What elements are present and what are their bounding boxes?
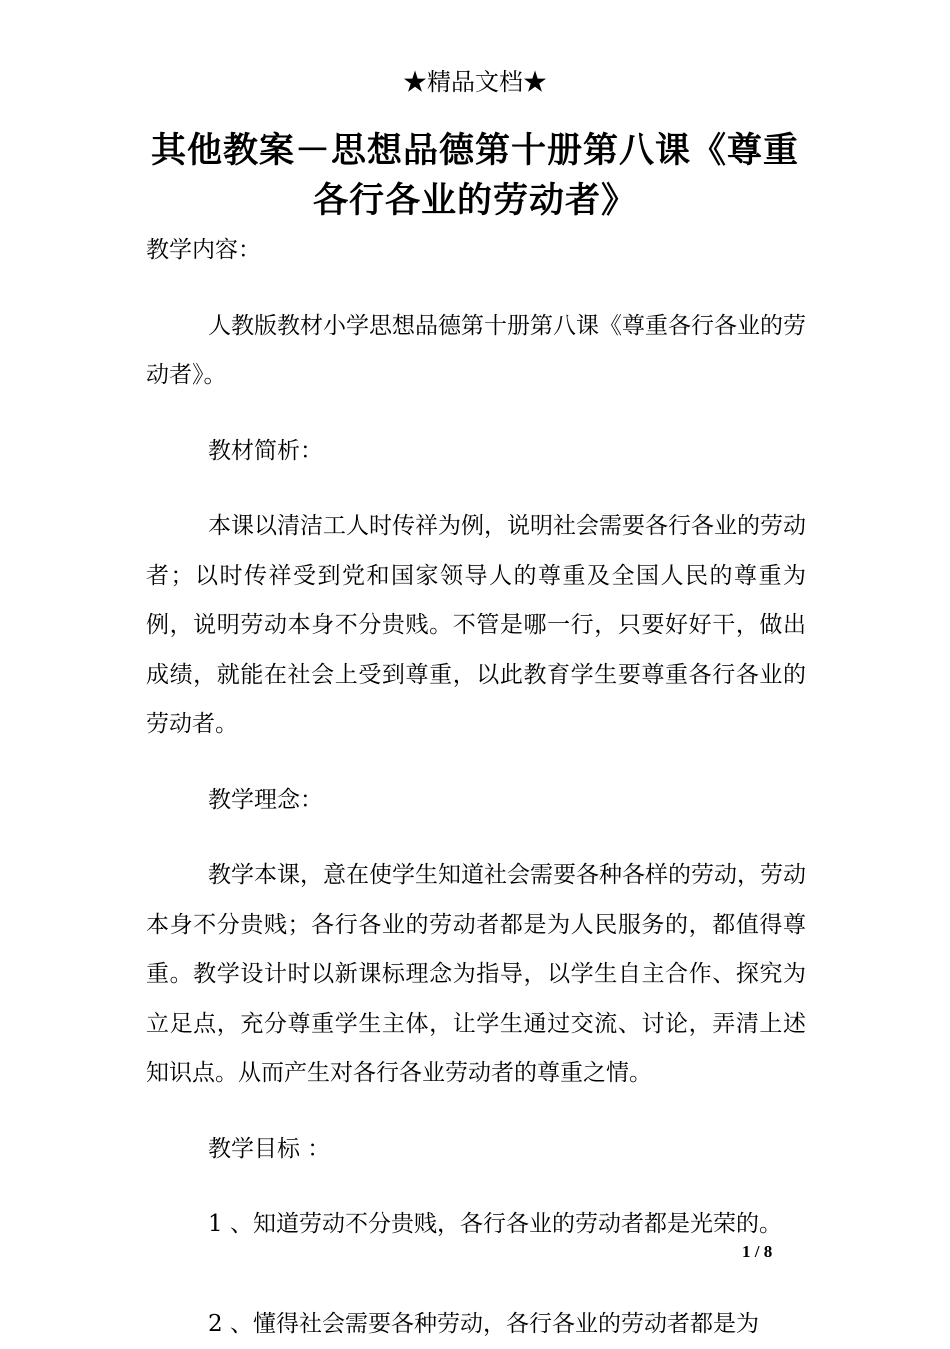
paragraph-content: 人教版教材小学思想品德第十册第八课《尊重各行各业的劳动者》。 [146, 302, 806, 401]
section-heading-analysis: 教材简析： [146, 427, 806, 477]
section-heading-concept: 教学理念： [146, 776, 806, 826]
section-heading-content: 教学内容： [146, 226, 806, 276]
goal-item-1: 1 、知道劳动不分贵贱，各行各业的劳动者都是光荣的。 [146, 1200, 806, 1250]
document-body [146, 226, 806, 1349]
page-number: 1 / 8 [742, 1242, 772, 1262]
section-heading-goals: 教学目标 ： [146, 1125, 806, 1175]
page-header: ★精品文档★ [0, 66, 950, 98]
goal-item-2: 2 、懂得社会需要各种劳动，各行各业的劳动者都是为 [146, 1300, 806, 1349]
paragraph-analysis: 本课以清洁工人时传祥为例，说明社会需要各行各业的劳动者；以时传祥受到党和国家领导人的尊重及全国人民的尊重为例，说明劳动本身不分贵贱。不管是哪一行，只要好好干，做出成绩，就能在社会上受到尊重，以此教育学生要尊重各行各业的劳动者。 [146, 502, 806, 750]
paragraph-concept: 教学本课，意在使学生知道社会需要各种各样的劳动，劳动本身不分贵贱；各行各业的劳动者都是为人民服务的，都值得尊重。教学设计时以新课标理念为指导，以学生自主合作、探究为立足点，充分尊重学生主体，让学生通过交流、讨论，弄清上述知识点。从而产生对各行各业劳动者的尊重之情。 [146, 851, 806, 1099]
document-title: 其他教案－思想品德第十册第八课《尊重各行各业的劳动者》 [140, 126, 810, 226]
